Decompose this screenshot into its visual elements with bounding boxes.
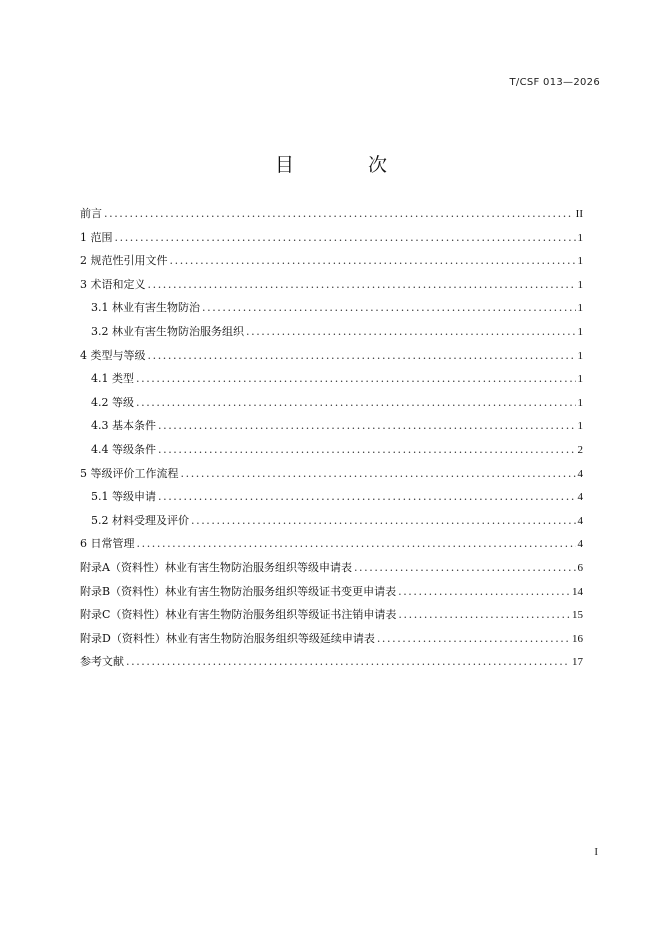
toc-entry[interactable] xyxy=(80,299,583,323)
toc-entry-label: 3 术语和定义 xyxy=(80,277,146,291)
toc-entry-page: 6 xyxy=(577,561,583,574)
table-of-contents xyxy=(80,205,583,677)
toc-entry-page: 1 xyxy=(577,231,583,244)
toc-entry-label: 附录B（资料性）林业有害生物防治服务组织等级证书变更申请表 xyxy=(80,584,397,598)
toc-entry-page: 1 xyxy=(577,325,583,338)
toc-leader-dots xyxy=(377,632,570,645)
toc-entry[interactable] xyxy=(80,630,583,654)
toc-entry-page: 2 xyxy=(577,443,583,456)
toc-entry-page: 14 xyxy=(572,585,583,598)
toc-entry-page: 4 xyxy=(577,538,583,551)
toc-leader-dots xyxy=(181,467,576,480)
toc-leader-dots xyxy=(246,325,576,338)
toc-leader-dots xyxy=(191,514,576,527)
toc-entry-page: 15 xyxy=(572,609,583,622)
toc-entry-page: 1 xyxy=(577,255,583,268)
toc-entry-label: 5.1 等级申请 xyxy=(91,490,156,504)
toc-entry-label: 6 日常管理 xyxy=(80,537,135,551)
toc-entry-label: 4.1 类型 xyxy=(91,372,134,386)
toc-entry-page: 4 xyxy=(577,491,583,504)
toc-entry-page: 1 xyxy=(577,349,583,362)
toc-entry-page: 4 xyxy=(577,467,583,480)
toc-entry[interactable] xyxy=(80,417,583,441)
toc-entry-label: 4.2 等级 xyxy=(91,395,134,409)
toc-entry-label: 附录A（资料性）林业有害生物防治服务组织等级申请表 xyxy=(80,560,352,574)
toc-entry-page: 4 xyxy=(577,514,583,527)
toc-entry[interactable] xyxy=(80,276,583,300)
page-number: I xyxy=(594,846,598,858)
toc-entry-label: 附录D（资料性）林业有害生物防治服务组织等级延续申请表 xyxy=(80,631,375,645)
toc-entry[interactable] xyxy=(80,347,583,371)
toc-leader-dots xyxy=(202,301,576,314)
toc-title: 目 次 xyxy=(274,154,422,176)
document-code: T/CSF 013—2026 xyxy=(509,77,600,88)
toc-entry-label: 5.2 材料受理及评价 xyxy=(91,513,189,527)
toc-entry[interactable] xyxy=(80,252,583,276)
toc-leader-dots xyxy=(148,278,576,291)
toc-entry[interactable] xyxy=(80,559,583,583)
toc-entry-label: 5 等级评价工作流程 xyxy=(80,466,179,480)
toc-entry[interactable] xyxy=(80,512,583,536)
toc-leader-dots xyxy=(158,443,576,456)
toc-entry[interactable] xyxy=(80,394,583,418)
toc-entry[interactable] xyxy=(80,606,583,630)
toc-leader-dots xyxy=(104,207,574,220)
toc-leader-dots xyxy=(136,396,576,409)
toc-entry[interactable] xyxy=(80,370,583,394)
toc-entry-label: 1 范围 xyxy=(80,230,113,244)
toc-leader-dots xyxy=(398,585,570,598)
toc-entry[interactable] xyxy=(80,205,583,229)
toc-leader-dots xyxy=(148,349,576,362)
toc-leader-dots xyxy=(136,372,576,385)
toc-leader-dots xyxy=(115,231,576,244)
toc-entry-label: 3.1 林业有害生物防治 xyxy=(91,301,200,315)
toc-entry-label: 3.2 林业有害生物防治服务组织 xyxy=(91,324,244,338)
toc-entry[interactable] xyxy=(80,323,583,347)
toc-entry[interactable] xyxy=(80,583,583,607)
toc-entry[interactable] xyxy=(80,488,583,512)
toc-entry-page: II xyxy=(575,208,583,220)
toc-entry-page: 1 xyxy=(577,302,583,315)
toc-entry[interactable] xyxy=(80,465,583,489)
toc-leader-dots xyxy=(398,608,570,621)
toc-leader-dots xyxy=(158,490,576,503)
toc-entry-label: 2 规范性引用文件 xyxy=(80,254,168,268)
toc-leader-dots xyxy=(170,254,576,267)
toc-leader-dots xyxy=(137,537,576,550)
toc-entry-page: 1 xyxy=(577,396,583,409)
toc-entry-label: 参考文献 xyxy=(80,655,124,669)
toc-entry[interactable] xyxy=(80,653,583,677)
toc-entry-page: 1 xyxy=(577,373,583,386)
toc-entry[interactable] xyxy=(80,441,583,465)
toc-entry[interactable] xyxy=(80,535,583,559)
toc-entry-page: 17 xyxy=(572,656,583,669)
toc-entry-page: 1 xyxy=(577,420,583,433)
toc-entry-label: 4.3 基本条件 xyxy=(91,419,156,433)
toc-leader-dots xyxy=(158,419,576,432)
toc-entry-label: 4.4 等级条件 xyxy=(91,442,156,456)
toc-entry-label: 前言 xyxy=(80,207,102,220)
toc-leader-dots xyxy=(354,561,576,574)
toc-leader-dots xyxy=(126,655,570,668)
toc-entry-page: 16 xyxy=(572,632,583,645)
toc-entry-page: 1 xyxy=(577,278,583,291)
toc-entry-label: 4 类型与等级 xyxy=(80,348,146,362)
toc-entry[interactable] xyxy=(80,229,583,253)
toc-entry-label: 附录C（资料性）林业有害生物防治服务组织等级证书注销申请表 xyxy=(80,608,397,622)
